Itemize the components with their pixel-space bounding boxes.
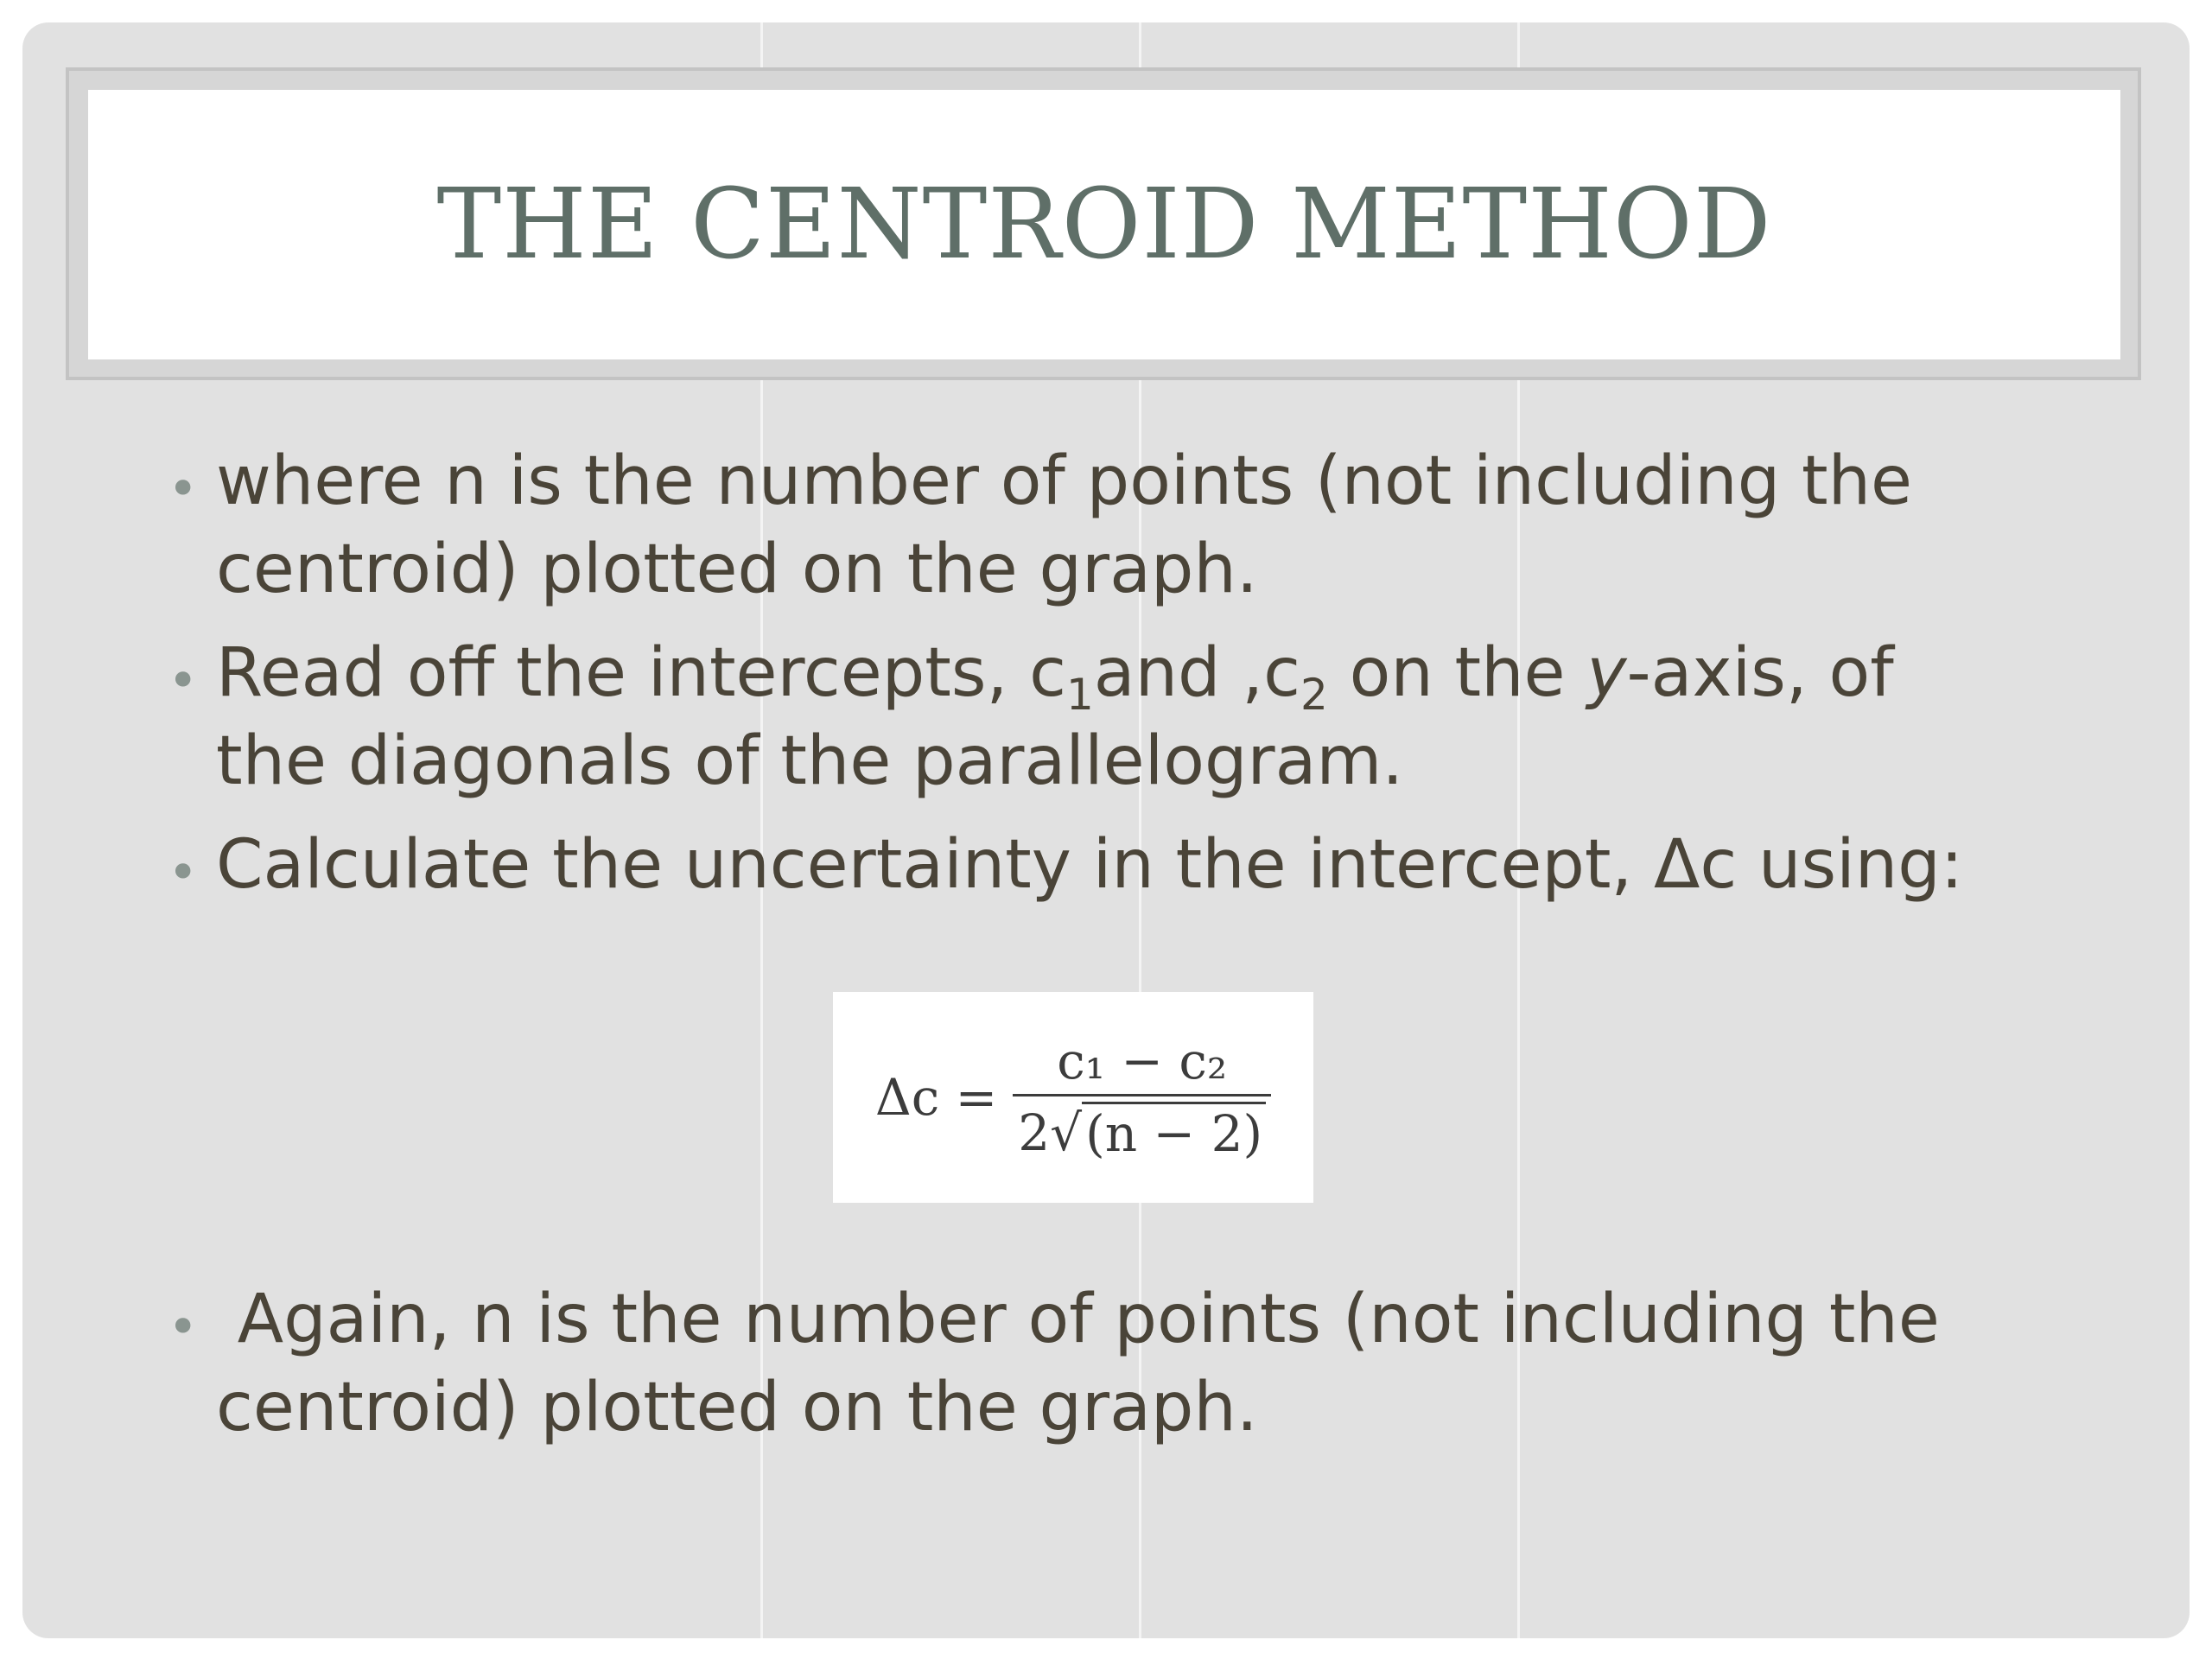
bullet-text: Calculate the uncertainty in the intercept, Δc using: xyxy=(216,826,1964,904)
equation-radicand: (n − 2) xyxy=(1082,1102,1266,1163)
bullet-list xyxy=(161,437,2148,925)
bullet-item xyxy=(161,437,2148,613)
subscript: 1 xyxy=(1065,670,1094,720)
bullet-text: Again, n is the number of points (not including the xyxy=(216,1281,1940,1358)
sqrt-icon: √ xyxy=(1050,1103,1083,1162)
bullet-text: centroid) plotted on the graph. xyxy=(216,531,1258,608)
equation-coefficient: 2 xyxy=(1018,1103,1051,1162)
bullet-text: the diagonals of the parallelogram. xyxy=(216,722,1404,800)
subscript: 2 xyxy=(1300,670,1328,720)
bullet-text: and ,c xyxy=(1093,634,1300,712)
bullet-icon: • xyxy=(168,651,199,711)
slide xyxy=(22,22,2190,1638)
slide-title: THE CENTROID METHOD xyxy=(436,168,1772,281)
bullet-item xyxy=(161,1275,2148,1452)
equation-image xyxy=(833,992,1313,1203)
bullet-text: where n is the number of points (not including the xyxy=(216,442,1913,520)
bullet-icon: • xyxy=(168,459,199,519)
bullet-list xyxy=(161,1275,2148,1467)
title-box xyxy=(88,90,2120,359)
equation-lhs: Δc = xyxy=(874,1068,998,1127)
bullet-item xyxy=(161,629,2148,805)
equation-fraction xyxy=(1013,1032,1271,1163)
bullet-text: -axis, of xyxy=(1626,634,1894,712)
italic-text: y xyxy=(1586,634,1627,712)
bullet-text: centroid) plotted on the graph. xyxy=(216,1369,1258,1446)
bullet-item xyxy=(161,821,2148,909)
equation-numerator: c₁ − c₂ xyxy=(1057,1032,1228,1090)
bullet-icon: • xyxy=(168,1297,199,1357)
equation xyxy=(875,1032,1271,1163)
bullet-text: Read off the intercepts, c xyxy=(216,634,1066,712)
bullet-icon: • xyxy=(168,842,199,903)
bullet-text: on the xyxy=(1327,634,1587,712)
equation-denominator xyxy=(1013,1096,1271,1163)
